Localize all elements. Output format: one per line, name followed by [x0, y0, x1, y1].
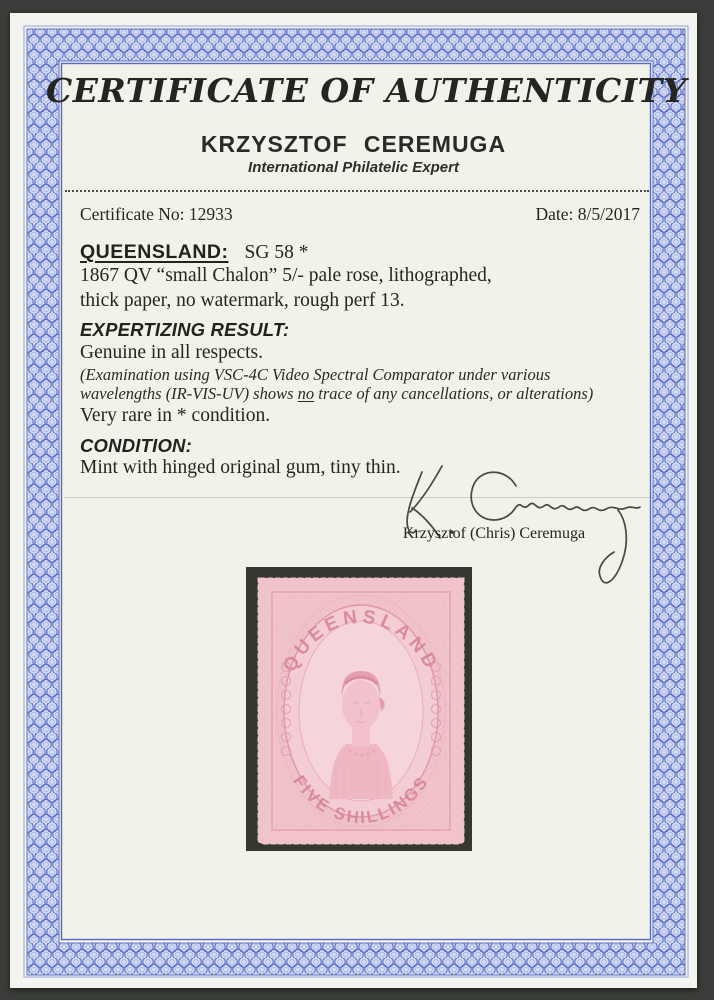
examination-note-line1: (Examination using VSC-4C Video Spectral Comparator under various	[80, 365, 551, 384]
examination-note-line2-before: wavelengths (IR-VIS-UV) shows	[80, 384, 294, 403]
certificate-date	[535, 204, 640, 225]
item-country-heading: QUEENSLAND:	[80, 241, 229, 263]
examination-note-underlined-word: no	[297, 384, 315, 403]
condition-heading: CONDITION:	[80, 435, 192, 456]
rarity-note: Very rare in * condition.	[80, 405, 271, 426]
certificate-content	[10, 13, 697, 988]
expertizing-result-text: Genuine in all respects.	[80, 342, 264, 363]
item-description-line2: thick paper, no watermark, rough perf 13.	[80, 290, 405, 311]
stamp-photo-block	[246, 567, 472, 851]
date-value: 8/5/2017	[577, 204, 640, 224]
signature-printed-name: Krzysztof (Chris) Ceremuga	[402, 525, 586, 542]
certificate-paper	[10, 13, 697, 988]
expertizing-result-heading: EXPERTIZING RESULT:	[80, 319, 290, 340]
expert-name: KRZYSZTOF CEREMUGA	[200, 131, 507, 157]
header-separator-line	[65, 190, 649, 192]
item-heading-row	[80, 241, 640, 264]
expert-subtitle: International Philatelic Expert	[248, 159, 459, 176]
certificate-number-label: Certificate No:	[80, 204, 185, 224]
stamp-image	[261, 581, 461, 841]
certificate-title: CERTIFICATE OF AUTHENTICITY	[46, 71, 687, 110]
condition-text: Mint with hinged original gum, tiny thin.	[80, 457, 401, 478]
certificate-number-value: 12933	[188, 204, 233, 224]
certificate-meta-row	[80, 204, 640, 225]
examination-note-line2-after: trace of any cancellations, or alterations)	[318, 384, 594, 403]
item-description-line1: 1867 QV “small Chalon” 5/- pale rose, lithographed,	[80, 265, 492, 286]
stamp-paper-texture	[261, 581, 461, 841]
certificate-number	[80, 204, 233, 225]
date-label: Date:	[535, 204, 574, 224]
item-catalog-reference: SG 58 *	[244, 242, 309, 263]
examination-note-line2	[80, 384, 657, 404]
